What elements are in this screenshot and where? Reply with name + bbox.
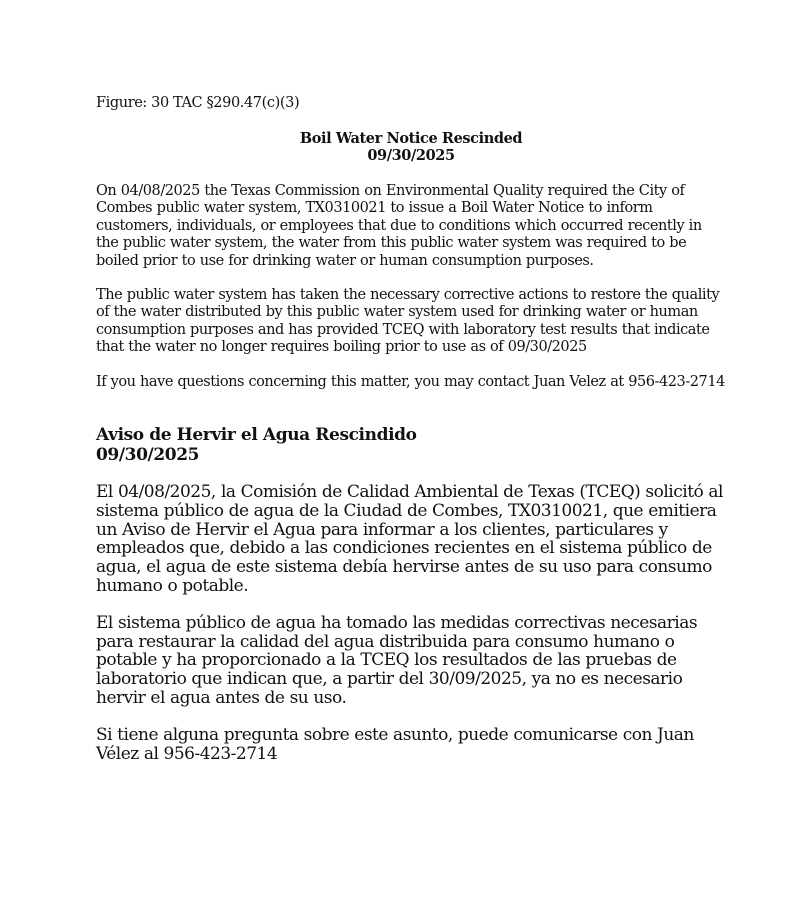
spanish-title: Aviso de Hervir el Agua Rescindido (96, 425, 417, 446)
spanish-heading (96, 426, 726, 465)
notice-document (96, 95, 726, 763)
english-paragraph-issuance: On 04/08/2025 the Texas Commission on Environmental Quality required the City of Combes public water system, TX0310021 to issue a Boil Water Notice to inform customers, individuals, or employees that due to conditions which occurred recently in the public water system, the water from this public water system was required to be boiled prior to use for drinking water or human consumption purposes. (96, 183, 702, 269)
spanish-notice (96, 426, 726, 763)
english-date: 09/30/2025 (367, 147, 455, 164)
english-heading (96, 130, 726, 164)
spanish-paragraph-contact: Si tiene alguna pregunta sobre este asunto, puede comunicarse con Juan Vélez al 956-423-2714 (96, 724, 694, 764)
english-paragraph-contact: If you have questions concerning this matter, you may contact Juan Velez at 956-423-2714 (96, 373, 725, 390)
english-paragraph-corrective-actions: The public water system has taken the necessary corrective actions to restore the quality of the water distributed by this public water system used for drinking water or human consumption purposes and has provided TCEQ with laboratory test results that indicate that the water no longer requires boiling prior to use as of 09/30/2025 (96, 287, 720, 356)
english-notice (96, 130, 726, 391)
figure-label: Figure: 30 TAC §290.47(c)(3) (96, 95, 300, 111)
spanish-paragraph-issuance: El 04/08/2025, la Comisión de Calidad Ambiental de Texas (TCEQ) solicitó al sistema público de agua de la Ciudad de Combes, TX0310021, que emitiera un Aviso de Hervir el Agua para informar a los clientes, particulares y empleados que, debido a las condiciones recientes en el sistema público de agua, el agua de este sistema debía hervirse antes de su uso para consumo humano o potable. (96, 482, 723, 597)
english-title: Boil Water Notice Rescinded (299, 130, 523, 147)
spanish-paragraph-corrective-actions: El sistema público de agua ha tomado las medidas correctivas necesarias para restaurar la calidad del agua distribuida para consumo humano o potable y ha proporcionado a la TCEQ los resultados de las pruebas de laboratorio que indican que, a partir del 30/09/2025, ya no es necesario hervir el agua antes de su uso. (96, 612, 698, 709)
spanish-date: 09/30/2025 (96, 444, 200, 465)
